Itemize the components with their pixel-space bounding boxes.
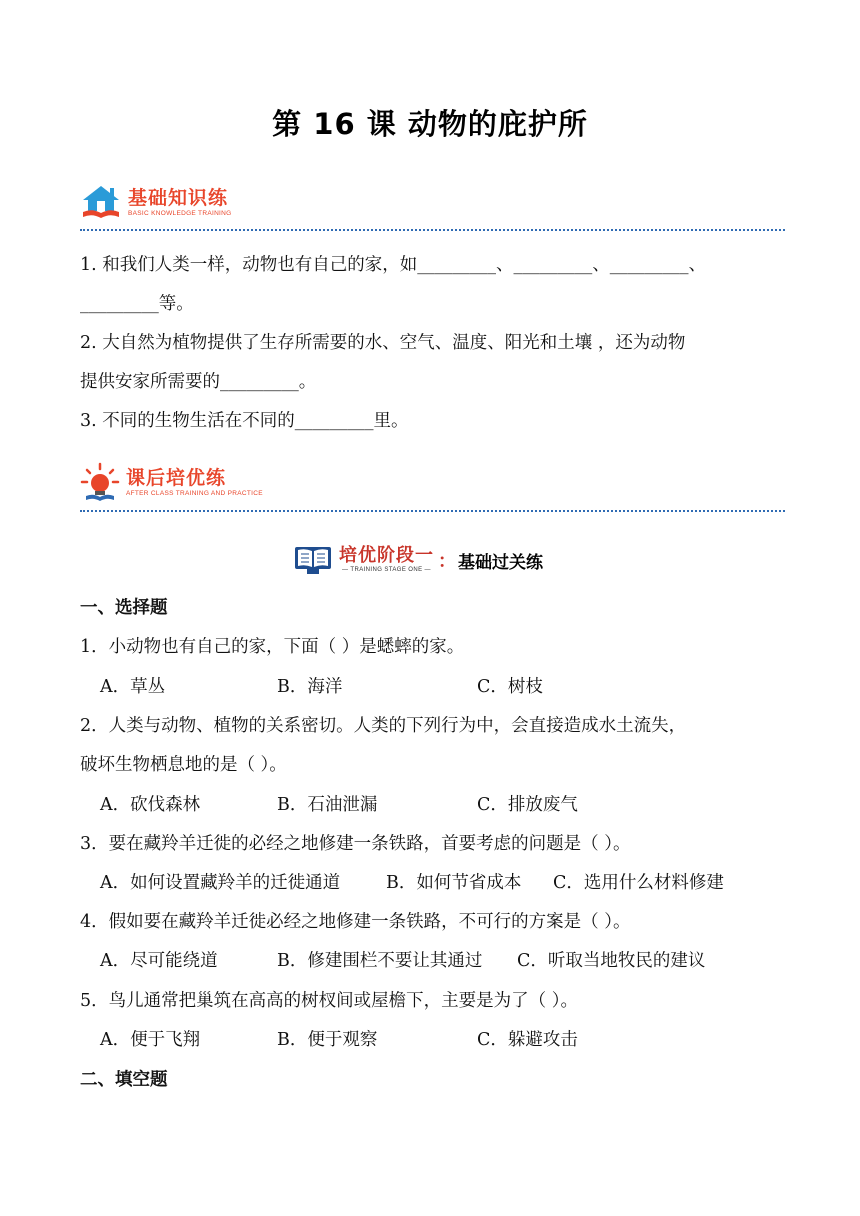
question-1: 1．小动物也有自己的家，下面（ ）是蟋蟀的家。: [80, 637, 465, 657]
question-5: 5．鸟儿通常把巢筑在高高的树杈间或屋檐下，主要是为了（ ）。: [80, 991, 578, 1011]
basic-line: 2. 大自然为植物提供了生存所需要的水、空气、温度、阳光和土壤 ，还为动物: [80, 333, 686, 353]
after-class-banner-subtitle: AFTER CLASS TRAINING AND PRACTICE: [126, 489, 263, 497]
stage-label: 基础过关练: [458, 552, 543, 573]
option-b: B．海洋: [277, 677, 343, 697]
section-divider: [80, 229, 785, 231]
option-a: A．砍伐森林: [100, 795, 201, 815]
basic-line: 提供安家所需要的_________。: [80, 372, 317, 392]
section-heading-choice: 一、选择题: [80, 598, 168, 618]
option-c: C．选用什么材料修建: [553, 873, 724, 893]
option-c: C．树枝: [477, 677, 543, 697]
basic-knowledge-banner: [80, 180, 232, 224]
question-2-cont: 破坏生物栖息地的是（ ）。: [80, 755, 287, 775]
option-a: A．便于飞翔: [100, 1030, 201, 1050]
option-c: C．排放废气: [477, 795, 578, 815]
option-c: C．躲避攻击: [477, 1030, 578, 1050]
house-book-icon: [80, 184, 122, 220]
basic-banner-title: 基础知识练: [128, 186, 229, 209]
basic-line: 3. 不同的生物生活在不同的_________里。: [80, 411, 409, 431]
option-a: A．尽可能绕道: [100, 951, 218, 971]
section-heading-fill: 二、填空题: [80, 1070, 168, 1090]
option-a: A．草丛: [100, 677, 166, 697]
stage-subtitle: — TRAINING STAGE ONE —: [342, 566, 431, 573]
question-2: 2．人类与动物、植物的关系密切。人类的下列行为中，会直接造成水土流失，: [80, 716, 687, 736]
lightbulb-icon: [80, 462, 120, 502]
basic-line: _________等。: [80, 294, 194, 314]
after-class-banner: [80, 460, 263, 504]
training-stage-header: [293, 540, 543, 580]
option-a: A．如何设置藏羚羊的迁徙通道: [100, 873, 341, 893]
after-class-banner-title: 课后培优练: [126, 466, 227, 489]
question-4: 4．假如要在藏羚羊迁徙必经之地修建一条铁路，不可行的方案是（ ）。: [80, 912, 631, 932]
option-b: B．修建围栏不要让其通过: [277, 951, 483, 971]
section-divider: [80, 510, 785, 512]
question-3: 3．要在藏羚羊迁徙的必经之地修建一条铁路，首要考虑的问题是（ ）。: [80, 834, 631, 854]
option-b: B．如何节省成本: [386, 873, 522, 893]
option-b: B．便于观察: [277, 1030, 378, 1050]
page-title: 第 16 课 动物的庇护所: [272, 107, 588, 141]
option-c: C．听取当地牧民的建议: [517, 951, 706, 971]
open-book-icon: [293, 543, 333, 577]
stage-colon: ：: [438, 551, 456, 572]
basic-banner-subtitle: BASIC KNOWLEDGE TRAINING: [128, 209, 232, 217]
basic-line: 1. 和我们人类一样，动物也有自己的家，如_________、_________、_________、: [80, 255, 707, 275]
option-b: B．石油泄漏: [277, 795, 378, 815]
stage-title: 培优阶段一: [339, 544, 434, 566]
